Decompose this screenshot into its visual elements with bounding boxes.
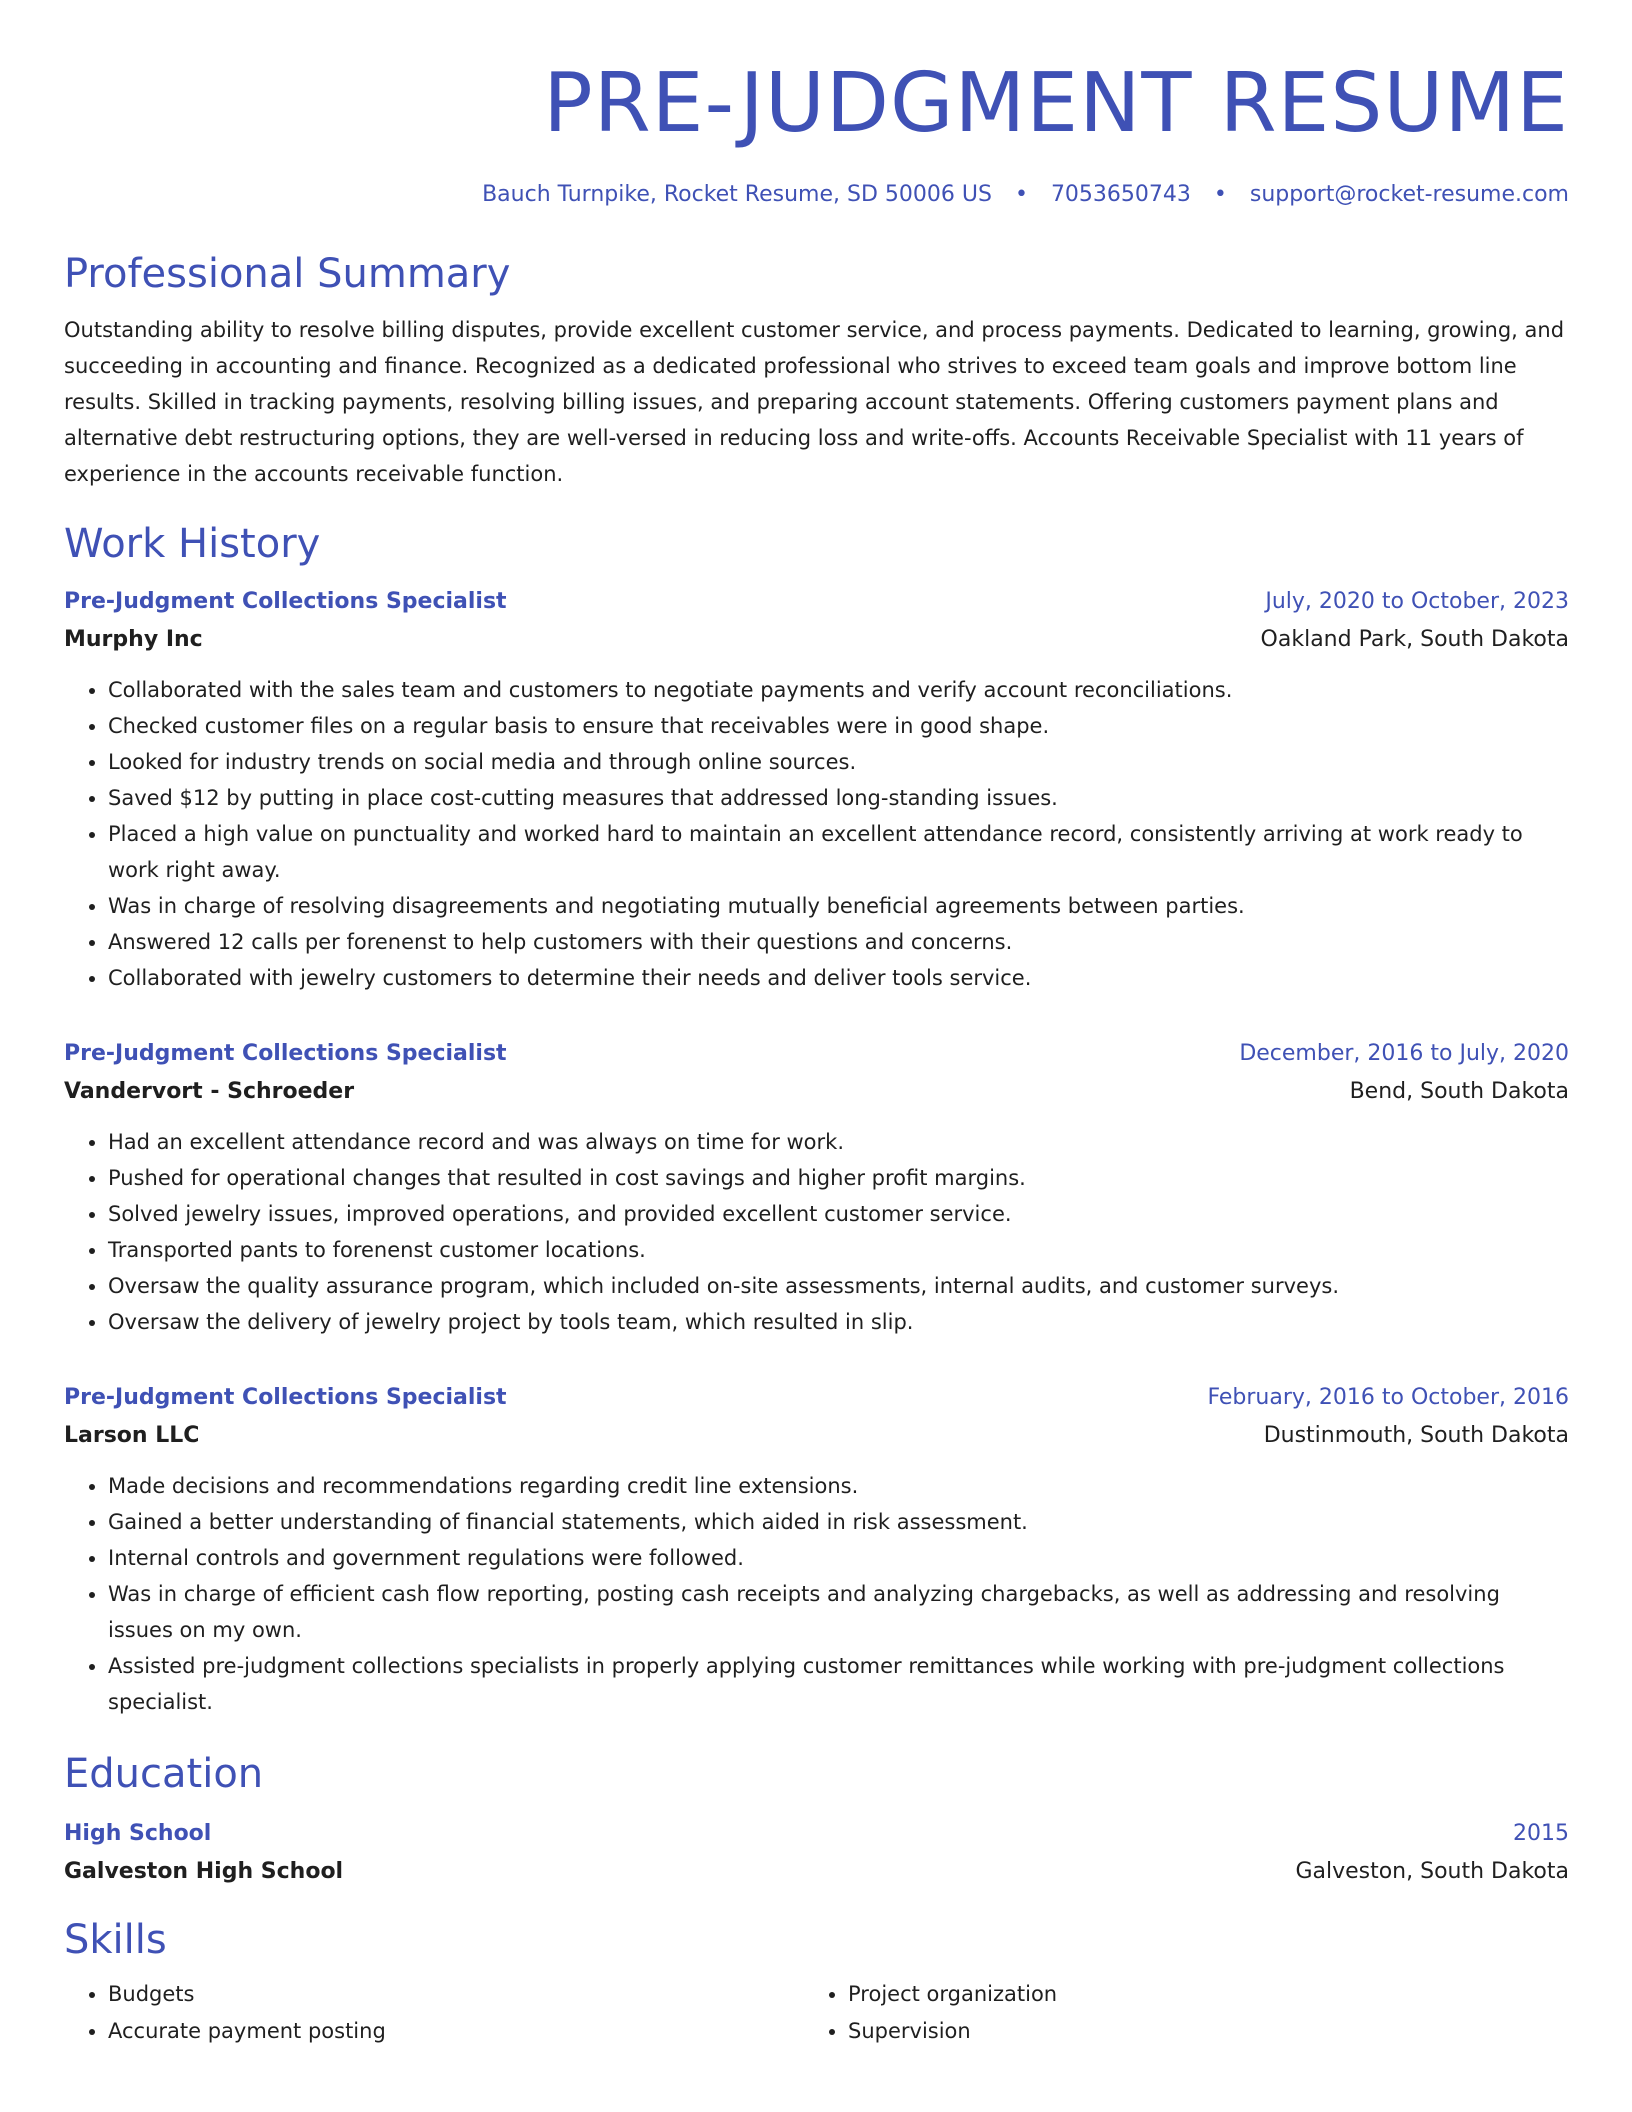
bullet-item: • Collaborated with the sales team and customers to negotiate payments and verify account reconciliations. (108, 672, 1569, 708)
job-entry (64, 1038, 1569, 1340)
contact-line (64, 180, 1569, 210)
school-name: Galveston High School (64, 1859, 344, 1884)
skill-item: • Project organization (848, 1976, 1544, 2013)
bullet-item: • Checked customer files on a regular basis to ensure that receivables were in good shape. (108, 708, 1569, 744)
skills-list (64, 1976, 1569, 2050)
bullet-item: • Answered 12 calls per forenenst to help customers with their questions and concerns. (108, 924, 1569, 960)
employer: Larson LLC (64, 1423, 200, 1448)
section-title-skills: Skills (64, 1917, 167, 1963)
bullet-item: • Was in charge of efficient cash flow reporting, posting cash receipts and analyzing chargebacks, as well as addressing and resolving issues on my own. (108, 1576, 1569, 1648)
section-title-education: Education (64, 1751, 264, 1797)
bullet-item: • Was in charge of resolving disagreements and negotiating mutually beneficial agreements between parties. (108, 888, 1569, 924)
job-bullets (64, 1124, 1569, 1340)
address: Bauch Turnpike, Rocket Resume, SD 50006 US (482, 182, 992, 207)
email: support@rocket-resume.com (1249, 182, 1569, 207)
section-title-work-history: Work History (64, 521, 321, 567)
job-title: Pre-Judgment Collections Specialist (64, 1041, 507, 1066)
phone: 7053650743 (1050, 182, 1191, 207)
bullet-item: • Transported pants to forenenst customer locations. (108, 1232, 1569, 1268)
bullet-item: • Solved jewelry issues, improved operations, and provided excellent customer service. (108, 1196, 1569, 1232)
job-entry (64, 586, 1569, 996)
bullet-item: • Collaborated with jewelry customers to determine their needs and deliver tools service. (108, 960, 1569, 996)
school-location: Galveston, South Dakota (1295, 1859, 1569, 1884)
job-entry (64, 1382, 1569, 1720)
degree: High School (64, 1821, 212, 1846)
bullet-item: • Pushed for operational changes that resulted in cost savings and higher profit margins. (108, 1160, 1569, 1196)
bullet-item: • Gained a better understanding of financial statements, which aided in risk assessment. (108, 1504, 1569, 1540)
employer: Vandervort - Schroeder (64, 1079, 355, 1104)
job-bullets (64, 672, 1569, 996)
summary-text: Outstanding ability to resolve billing disputes, provide excellent customer service, and process payments. Dedicated to learning, growing, and succeeding in accounting and finance. Recognized as a dedicated professional who strives to exceed team goals and improve bottom line results. Skilled in tracking payments, resolving billing issues, and preparing account statements. Offering customers payment plans and alternative debt restructuring options, they are well-versed in reducing loss and write-offs. Accounts Receivable Specialist with 11 years of experience in the accounts receivable function. (64, 318, 1565, 486)
bullet-item: • Placed a high value on punctuality and worked hard to maintain an excellent attendance record, consistently arriving at work ready to work right away. (108, 816, 1569, 888)
skills-column-left (64, 1976, 804, 2050)
separator: • (1213, 182, 1227, 207)
skill-item: • Accurate payment posting (108, 2013, 804, 2050)
bullet-item: • Oversaw the delivery of jewelry project by tools team, which resulted in slip. (108, 1304, 1569, 1340)
job-dates: December, 2016 to July, 2020 (1239, 1041, 1569, 1066)
resume-title: PRE-JUDGMENT RESUME (543, 56, 1569, 151)
job-location: Bend, South Dakota (1349, 1079, 1569, 1104)
job-location: Oakland Park, South Dakota (1260, 627, 1569, 652)
bullet-item: • Internal controls and government regulations were followed. (108, 1540, 1569, 1576)
skill-item: • Budgets (108, 1976, 804, 2013)
bullet-item: • Oversaw the quality assurance program, which included on-site assessments, internal audits, and customer surveys. (108, 1268, 1569, 1304)
bullet-item: • Looked for industry trends on social media and through online sources. (108, 744, 1569, 780)
graduation-year: 2015 (1513, 1821, 1569, 1846)
job-dates: February, 2016 to October, 2016 (1207, 1385, 1569, 1410)
skill-item: • Supervision (848, 2013, 1544, 2050)
job-bullets (64, 1468, 1569, 1720)
education-entry (64, 1818, 1569, 1888)
job-location: Dustinmouth, South Dakota (1263, 1423, 1569, 1448)
bullet-item: • Saved $12 by putting in place cost-cutting measures that addressed long-standing issues. (108, 780, 1569, 816)
job-title: Pre-Judgment Collections Specialist (64, 589, 507, 614)
job-dates: July, 2020 to October, 2023 (1265, 589, 1569, 614)
bullet-item: • Assisted pre-judgment collections specialists in properly applying customer remittances while working with pre-judgment collections specialist. (108, 1648, 1569, 1720)
job-title: Pre-Judgment Collections Specialist (64, 1385, 507, 1410)
bullet-item: • Had an excellent attendance record and was always on time for work. (108, 1124, 1569, 1160)
bullet-item: • Made decisions and recommendations regarding credit line extensions. (108, 1468, 1569, 1504)
employer: Murphy Inc (64, 627, 203, 652)
skills-column-right (804, 1976, 1544, 2050)
separator: • (1014, 182, 1028, 207)
section-title-summary: Professional Summary (64, 251, 511, 297)
